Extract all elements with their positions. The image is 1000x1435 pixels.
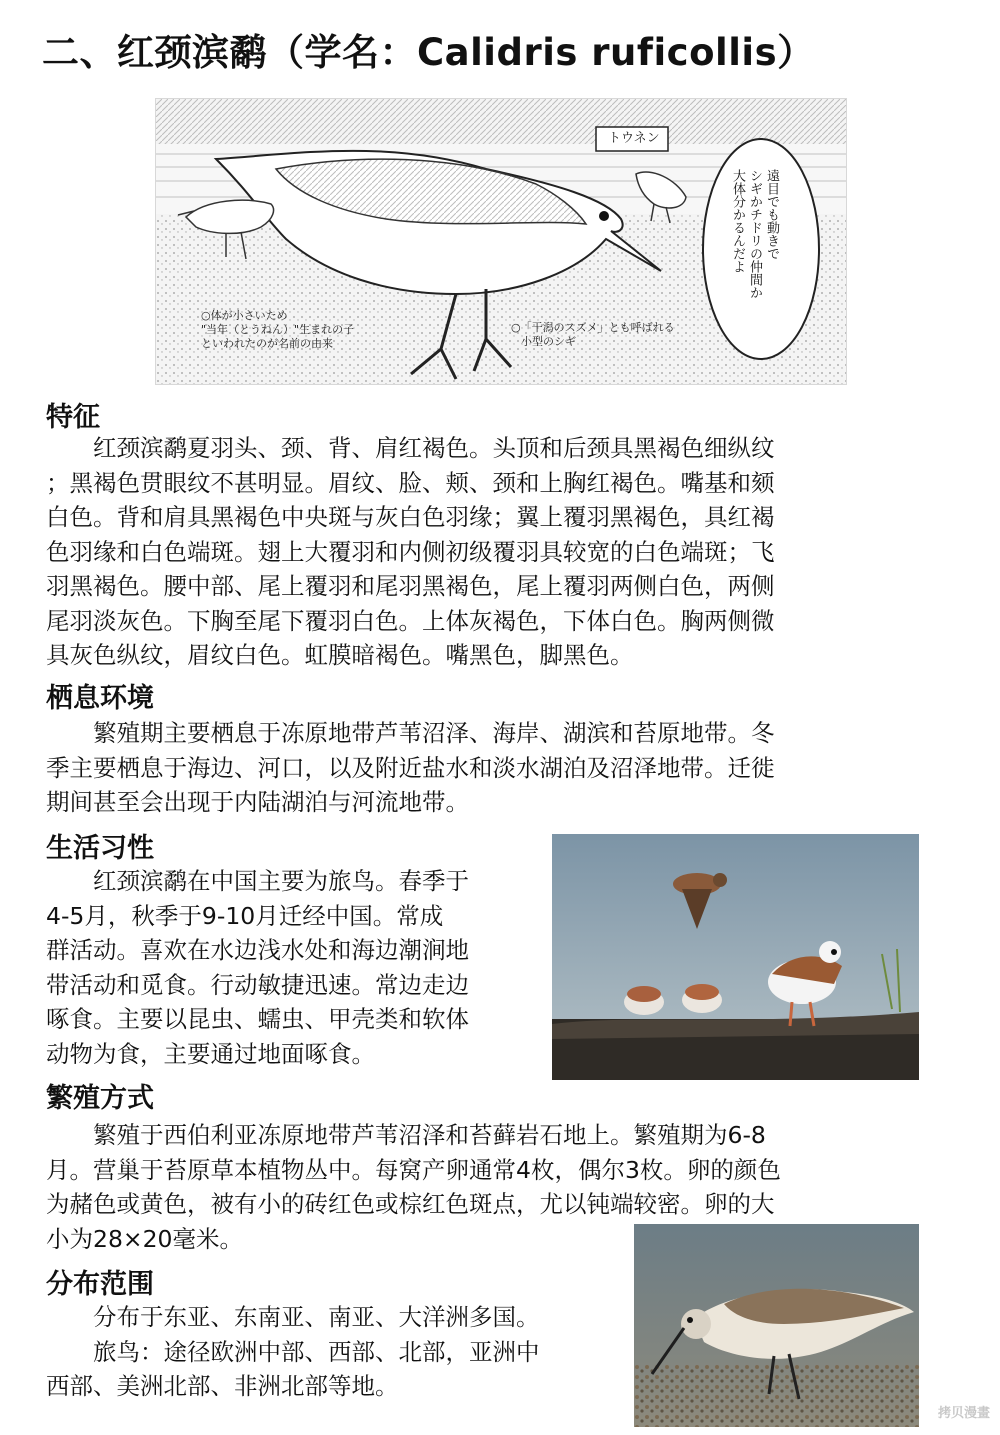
section-heading-breeding: 繁殖方式 [46, 1083, 154, 1114]
photo-foraging-stint [634, 1224, 919, 1427]
section-heading-habitat: 栖息环境 [46, 683, 154, 714]
habits-paragraph [46, 864, 469, 1071]
text-line: 啄食。主要以昆虫、蠕虫、甲壳类和软体 [46, 1005, 469, 1033]
text-line: 月。营巢于苔原草本植物丛中。每窝产卵通常4枚，偶尔3枚。卵的颜色 [46, 1155, 781, 1184]
note-line: ○「干潟のスズメ」とも呼ばれる [511, 321, 675, 334]
text-line: 繁殖期主要栖息于冻原地带芦苇沼泽、海岸、湖滨和苔原地带。冬 [46, 719, 775, 747]
text-line: 季主要栖息于海边、河口，以及附近盐水和淡水湖泊及沼泽地带。迁徙 [46, 753, 775, 782]
text-line: 4-5月，秋季于9-10月迁经中国。常成 [46, 901, 444, 930]
text-line: 尾羽淡灰色。下胸至尾下覆羽白色。上体灰褐色，下体白色。胸两侧微 [46, 606, 775, 635]
note-line: "当年（とうねん）"生まれの子 [201, 323, 355, 336]
text-line: 群活动。喜欢在水边浅水处和海边潮涧地 [46, 936, 469, 964]
habitat-paragraph [46, 716, 775, 820]
text-line: 羽黑褐色。腰中部、尾上覆羽和尾羽黑褐色，尾上覆羽两侧白色，两侧 [46, 572, 775, 600]
page-title: 二、红颈滨鹬（学名：Calidris ruficollis） [42, 31, 815, 74]
section-heading-distribution: 分布范围 [46, 1269, 154, 1300]
manga-note-right [511, 321, 675, 349]
photo-stints-and-turnstone [552, 834, 919, 1080]
text-line: 红颈滨鹬夏羽头、颈、背、肩红褐色。头顶和后颈具黑褐色细纵纹 [46, 434, 775, 462]
text-line: ；黑褐色贯眼纹不甚明显。眉纹、脸、颊、颈和上胸红褐色。嘴基和颏 [46, 468, 775, 497]
distribution-paragraph [46, 1300, 540, 1404]
text-line: 白色。背和肩具黑褐色中央斑与灰白色羽缘；翼上覆羽黑褐色，具红褐 [46, 503, 775, 531]
speech-line: シギかチドリの仲間か [747, 169, 762, 299]
manga-name-label: トウネン [608, 131, 660, 146]
note-line: といわれたのが名前の由来 [201, 337, 333, 350]
text-line: 繁殖于西伯利亚冻原地带芦苇沼泽和苔藓岩石地上。繁殖期为6-8 [46, 1121, 766, 1149]
text-line: 具灰色纵纹，眉纹白色。虹膜暗褐色。嘴黑色，脚黑色。 [46, 641, 634, 669]
text-line: 小为28×20毫米。 [46, 1224, 243, 1253]
text-line: 动物为食，主要通过地面啄食。 [46, 1039, 375, 1068]
note-line: 小型のシギ [521, 335, 576, 348]
text-line: 为赭色或黄色，被有小的砖红色或棕红色斑点，尤以钝端较密。卵的大 [46, 1190, 775, 1218]
manga-illustration [155, 98, 847, 385]
text-line: 旅鸟：途径欧洲中部、西部、北部，亚洲中 [46, 1337, 540, 1366]
features-paragraph [46, 431, 775, 673]
text-line: 色羽缘和白色端斑。翅上大覆羽和内侧初级覆羽具较宽的白色端斑；飞 [46, 537, 775, 566]
text-line: 期间甚至会出现于内陆湖泊与河流地带。 [46, 788, 469, 816]
photo-foraging-drawing [634, 1224, 919, 1427]
manga-note-left [201, 309, 354, 351]
text-line: 分布于东亚、东南亚、南亚、大洋洲多国。 [46, 1303, 540, 1331]
photo-stints-drawing [552, 834, 919, 1080]
speech-line: 遠目でも動きで [764, 169, 779, 260]
watermark: 拷贝漫畫 [937, 1406, 990, 1421]
text-line: 带活动和觅食。行动敏捷迅速。常边走边 [46, 970, 469, 999]
section-heading-habits: 生活习性 [46, 833, 154, 864]
speech-line: 大体分かるんだよ [730, 169, 745, 273]
text-line: 西部、美洲北部、非洲北部等地。 [46, 1372, 399, 1400]
note-line: ○体が小さいため [201, 309, 288, 322]
section-heading-features: 特征 [46, 402, 100, 433]
speech-text [730, 169, 779, 299]
text-line: 红颈滨鹬在中国主要为旅鸟。春季于 [46, 867, 469, 895]
